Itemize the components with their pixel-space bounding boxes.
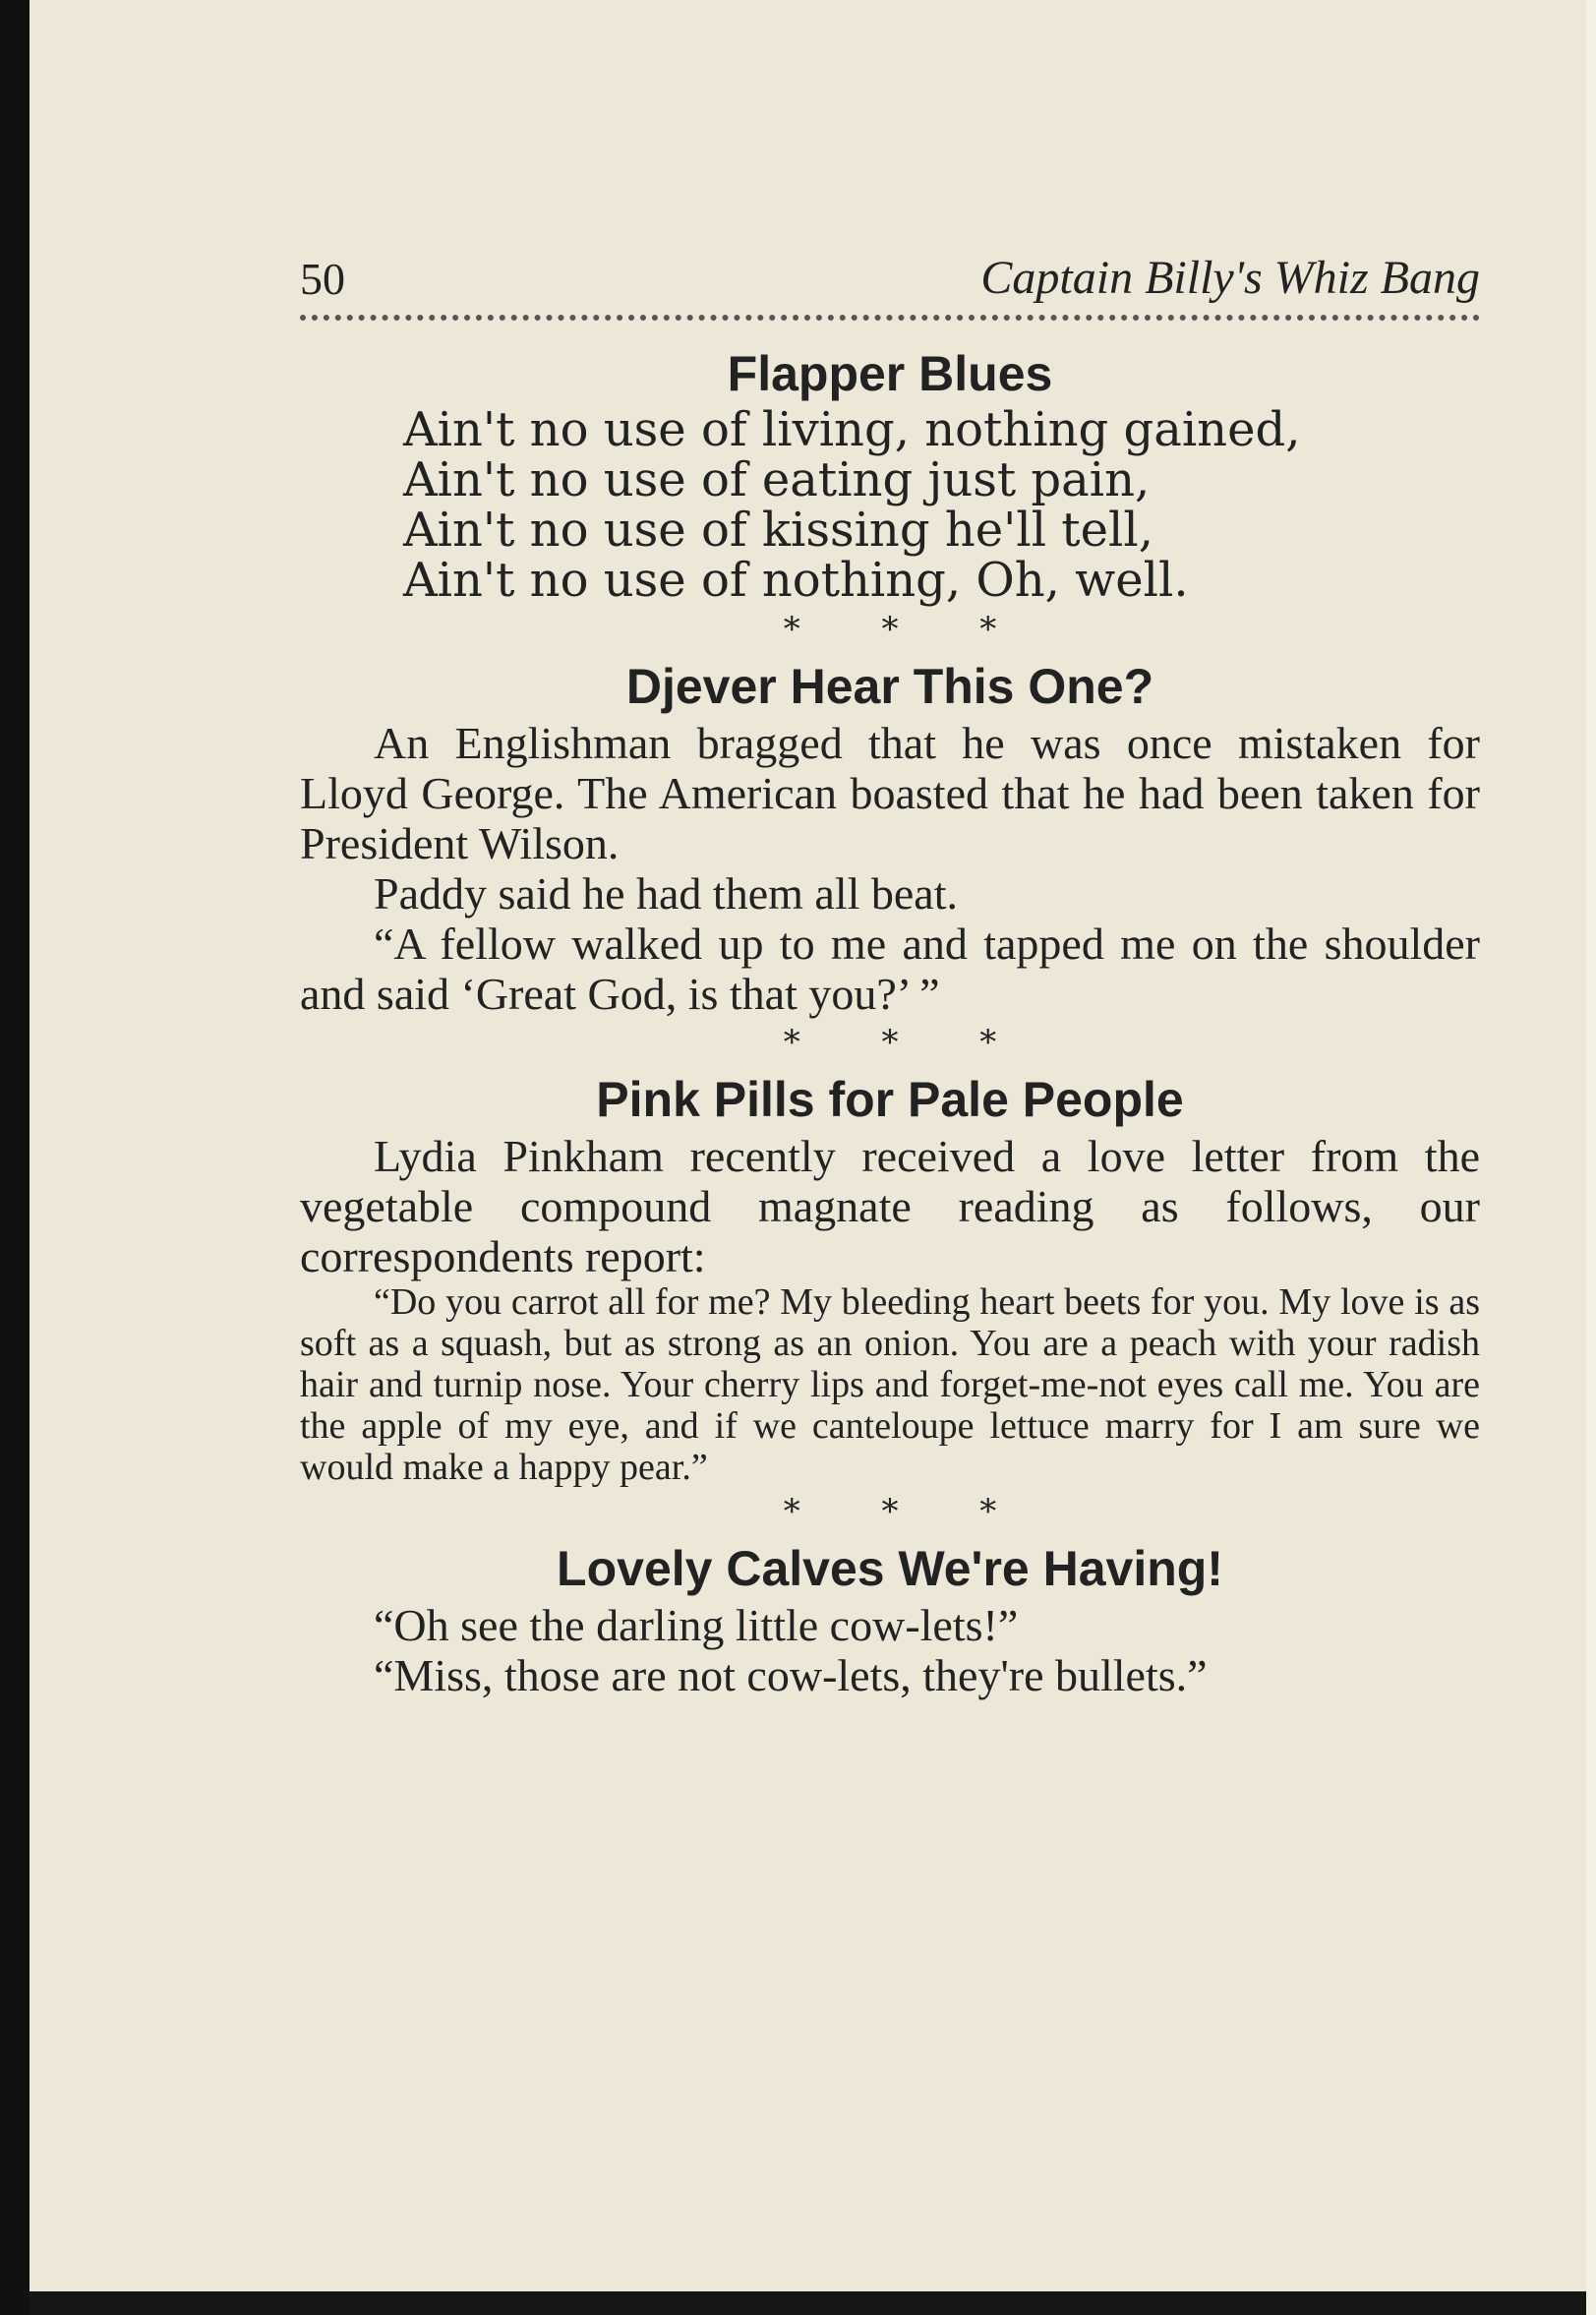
page-number: 50 <box>300 254 345 304</box>
poem-line: Ain't no use of nothing, Oh, well. <box>403 553 1189 608</box>
page-header <box>300 251 1480 321</box>
page-content <box>300 251 1480 1700</box>
section-title-djever: Djever Hear This One? <box>625 659 1154 714</box>
section-body-pink-pills <box>300 1131 1480 1281</box>
book-page <box>30 0 1586 2315</box>
section-title-flapper-blues: Flapper Blues <box>727 346 1053 401</box>
section-body-djever <box>300 718 1480 1019</box>
paragraph: “Oh see the darling little cow-lets!” <box>374 1600 1019 1650</box>
section-title-lovely-calves: Lovely Calves We're Having! <box>557 1541 1223 1596</box>
poem-line: Ain't no use of eating just pain, <box>403 452 1151 507</box>
paragraph: “Miss, those are not cow-lets, they're bullets.” <box>374 1650 1208 1700</box>
poem-line: Ain't no use of living, nothing gained, <box>403 402 1301 457</box>
poem-line: Ain't no use of kissing he'll tell, <box>403 503 1153 558</box>
section-separator: * * * <box>783 1023 1033 1062</box>
running-title: Captain Billy's Whiz Bang <box>980 252 1480 304</box>
paragraph: Lydia Pinkham recently received a love letter from the vegetable compound magnate reading as follows, our correspondents report: <box>300 1131 1480 1281</box>
book-binding-edge <box>0 0 30 2315</box>
letter-text: “Do you carrot all for me? My bleeding heart beets for you. My love is as soft as a squash, but as strong as an onion. You are a peach with your radish hair and turnip nose. Your cherry lips and forget-me-not eyes call me. You are the apple of my eye, and if we canteloupe lettuce marry for I am sure we would make a happy pear.” <box>300 1281 1480 1488</box>
paragraph: An Englishman bragged that he was once mistaken for Lloyd George. The American boasted that he had been taken for President Wilson. <box>300 718 1480 868</box>
section-title-pink-pills: Pink Pills for Pale People <box>596 1072 1184 1127</box>
paragraph: Paddy said he had them all beat. <box>374 868 959 919</box>
section-body-lovely-calves <box>300 1600 1480 1700</box>
section-separator: * * * <box>783 1492 1033 1531</box>
paragraph: “A fellow walked up to me and tapped me on the shoulder and said ‘Great God, is that you?’ ” <box>300 919 1480 1019</box>
love-letter-quote <box>300 1281 1480 1488</box>
poem-flapper-blues <box>403 402 1480 608</box>
section-separator: * * * <box>783 610 1033 649</box>
